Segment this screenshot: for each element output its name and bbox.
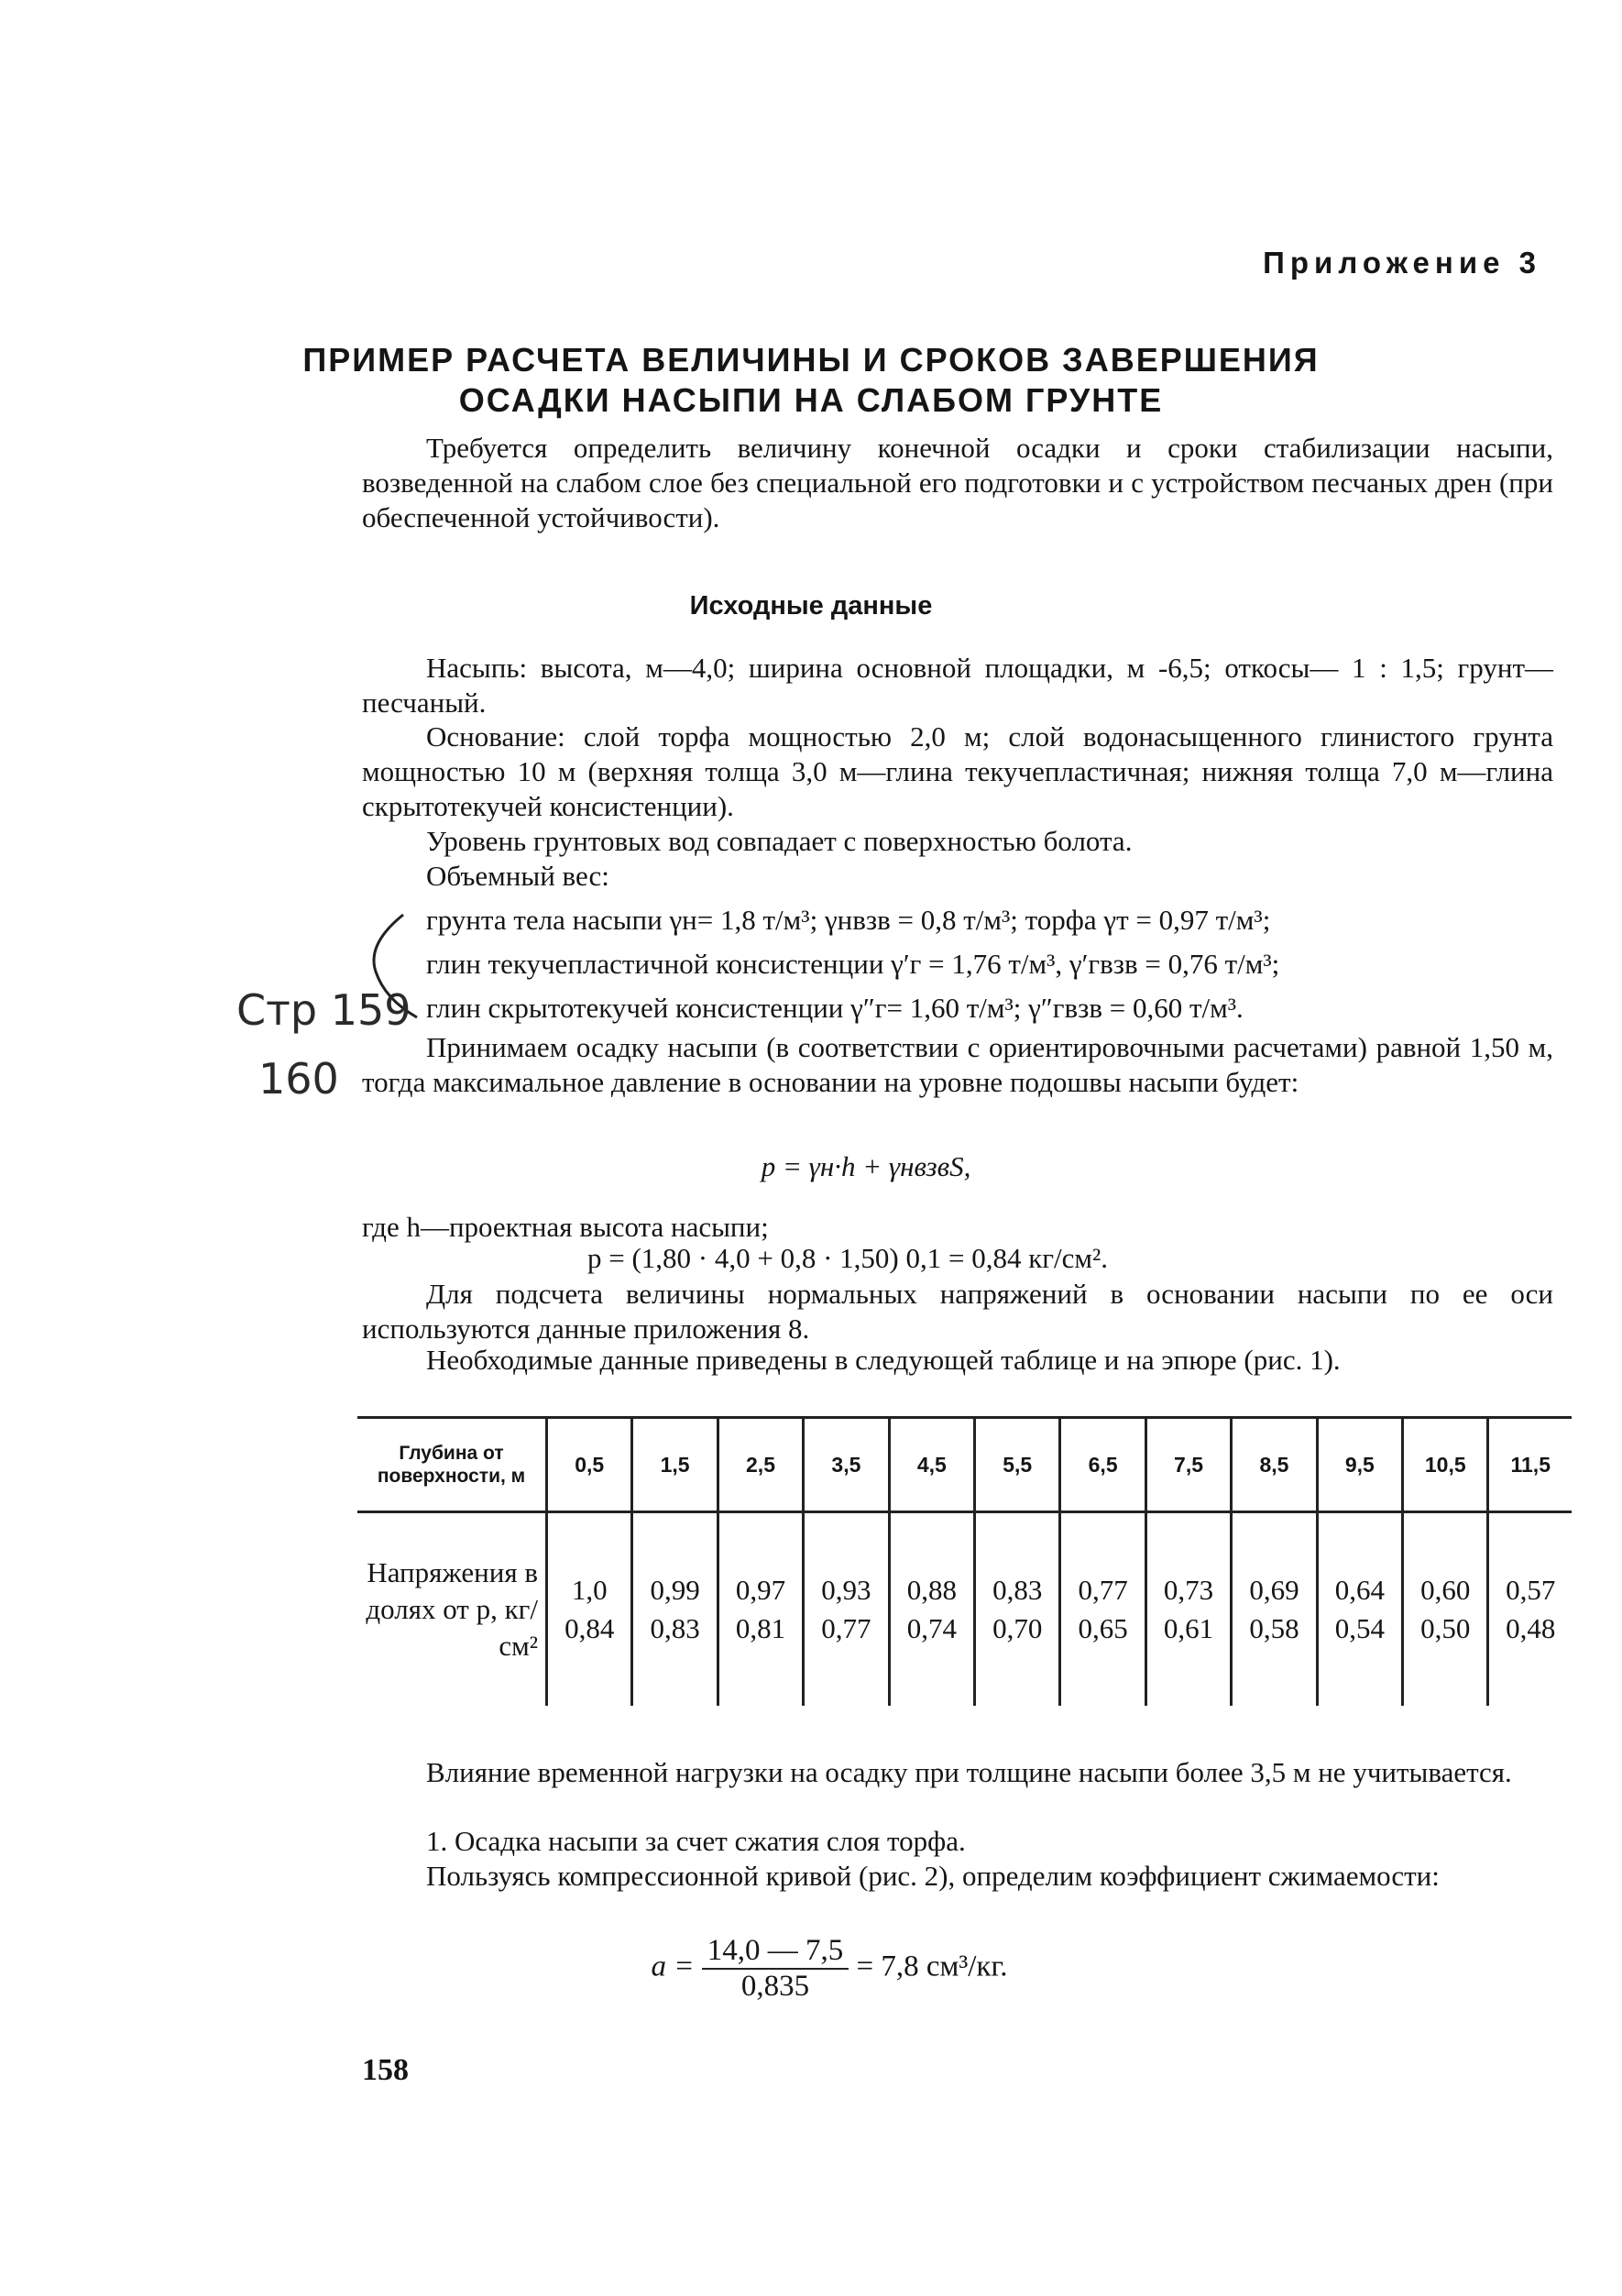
groundwater-paragraph: Уровень грунтовых вод совпадает с поверхностью болота. [426, 825, 1133, 857]
table-cell: 0,60 0,50 [1403, 1512, 1488, 1707]
unit-weight-line-3: глин скрытотекучей консистенции γ″г= 1,60 т/м³; γ″гвзв = 0,60 т/м³. [426, 992, 1244, 1024]
table-cell: 0,64 0,54 [1317, 1512, 1402, 1707]
base-paragraph: Основание: слой торфа мощностью 2,0 м; слой водонасыщенного глинистого грунта мощностью 10 м (верхняя толща 3,0 м—глина текучепластичная; нижняя толща 7,0 м—глина скрытотекучей консистенции). [362, 720, 1553, 822]
table-header-cell: 8,5 [1232, 1418, 1317, 1512]
table-row [357, 1512, 1572, 1707]
table-header-row [357, 1418, 1572, 1512]
table-header-cell: 2,5 [718, 1418, 803, 1512]
temp-load-paragraph: Влияние временной нагрузки на осадку при толщине насыпи более 3,5 м не учитывается. [426, 1756, 1512, 1788]
table-header-cell: 7,5 [1145, 1418, 1231, 1512]
table-cell: 0,99 0,83 [632, 1512, 718, 1707]
table-header-depth: Глубина от поверхности, м [377, 1443, 526, 1487]
unit-weight-line-2: глин текучепластичной консистенции γ′г = 1,76 т/м³, γ′гвзв = 0,76 т/м³; [426, 948, 1280, 980]
table-header-cell: 4,5 [889, 1418, 974, 1512]
table-cell: 0,69 0,58 [1232, 1512, 1317, 1707]
margin-note-page-number: 160 [258, 1054, 339, 1104]
table-cell: 0,93 0,77 [804, 1512, 889, 1707]
title-line-2: ОСАДКИ НАСЫПИ НА СЛАБОМ ГРУНТЕ [458, 381, 1164, 419]
table-header-cell: 5,5 [975, 1418, 1060, 1512]
title-line-1: ПРИМЕР РАСЧЕТА ВЕЛИЧИНЫ И СРОКОВ ЗАВЕРШЕНИЯ [302, 341, 1320, 379]
step-1-heading: 1. Осадка насыпи за счет сжатия слоя торфа. [426, 1825, 966, 1857]
intro-paragraph: Требуется определить величину конечной осадки и сроки стабилизации насыпи, возведенной на слабом слое без специальной его подготовки и с устройством песчаных дрен (при обеспеченной устойчивости). [362, 432, 1553, 533]
unit-weight-line-1: грунта тела насыпи γн= 1,8 т/м³; γнвзв = 0,8 т/м³; торфа γт = 0,97 т/м³; [426, 904, 1271, 936]
compression-paragraph: Пользуясь компрессионной кривой (рис. 2), определим коэффициент сжимаемости: [426, 1860, 1440, 1892]
table-header-cell: 9,5 [1317, 1418, 1402, 1512]
unit-weight-label: Объемный вес: [426, 860, 609, 892]
embankment-paragraph: Насыпь: высота, м—4,0; ширина основной площадки, м -6,5; откосы— 1 : 1,5; грунт—песчаный. [362, 652, 1553, 719]
table-cell: 0,83 0,70 [975, 1512, 1060, 1707]
table-header-cell: 1,5 [632, 1418, 718, 1512]
table-cell: 0,77 0,65 [1060, 1512, 1145, 1707]
table-header-cell: 0,5 [547, 1418, 632, 1512]
table-cell: 0,73 0,61 [1145, 1512, 1231, 1707]
stress-note-paragraph: Для подсчета величины нормальных напряжений в основании насыпи по ее оси используются данные приложения 8. [362, 1278, 1553, 1345]
margin-note-page-ref: Стр 159 [236, 985, 411, 1035]
table-cell: 1,0 0,84 [547, 1512, 632, 1707]
table-note-paragraph: Необходимые данные приведены в следующей таблице и на эпюре (рис. 1). [426, 1344, 1341, 1376]
table-header-cell: 11,5 [1488, 1418, 1572, 1512]
table-cell: 0,88 0,74 [889, 1512, 974, 1707]
formula-numerator: 14,0 — 7,5 [702, 1934, 849, 1970]
table-header-cell: 6,5 [1060, 1418, 1145, 1512]
formula-pressure: p = γн·h + γнвзвS, [761, 1150, 971, 1182]
table-cell: 0,57 0,48 [1488, 1512, 1572, 1707]
settlement-paragraph: Принимаем осадку насыпи (в соответствии с ориентировочными расчетами) равной 1,50 м, тогда максимальное давление в основании на уровне подошвы насыпи будет: [362, 1031, 1553, 1098]
table-header-cell: 3,5 [804, 1418, 889, 1512]
table-cell: 0,97 0,81 [718, 1512, 803, 1707]
stress-table [357, 1416, 1572, 1706]
page-number: 158 [362, 2053, 409, 2087]
appendix-label: Приложение 3 [1263, 246, 1541, 280]
formula-pressure-calc: p = (1,80 · 4,0 + 0,8 · 1,50) 0,1 = 0,84 кг/см². [586, 1242, 1109, 1274]
table-row-label: Напряжения в долях от p, кг/см² [366, 1556, 538, 1662]
where-h-text: где h—проектная высота насыпи; [362, 1211, 769, 1243]
formula-denominator: 0,835 [740, 1970, 810, 2003]
formula-compressibility: a = $\frac{14,0 — 7,5}{0,835}$ = 7,8 см³/кг. [651, 1934, 1008, 2003]
section-heading: Исходные данные [689, 591, 933, 621]
table-header-cell: 10,5 [1403, 1418, 1488, 1512]
